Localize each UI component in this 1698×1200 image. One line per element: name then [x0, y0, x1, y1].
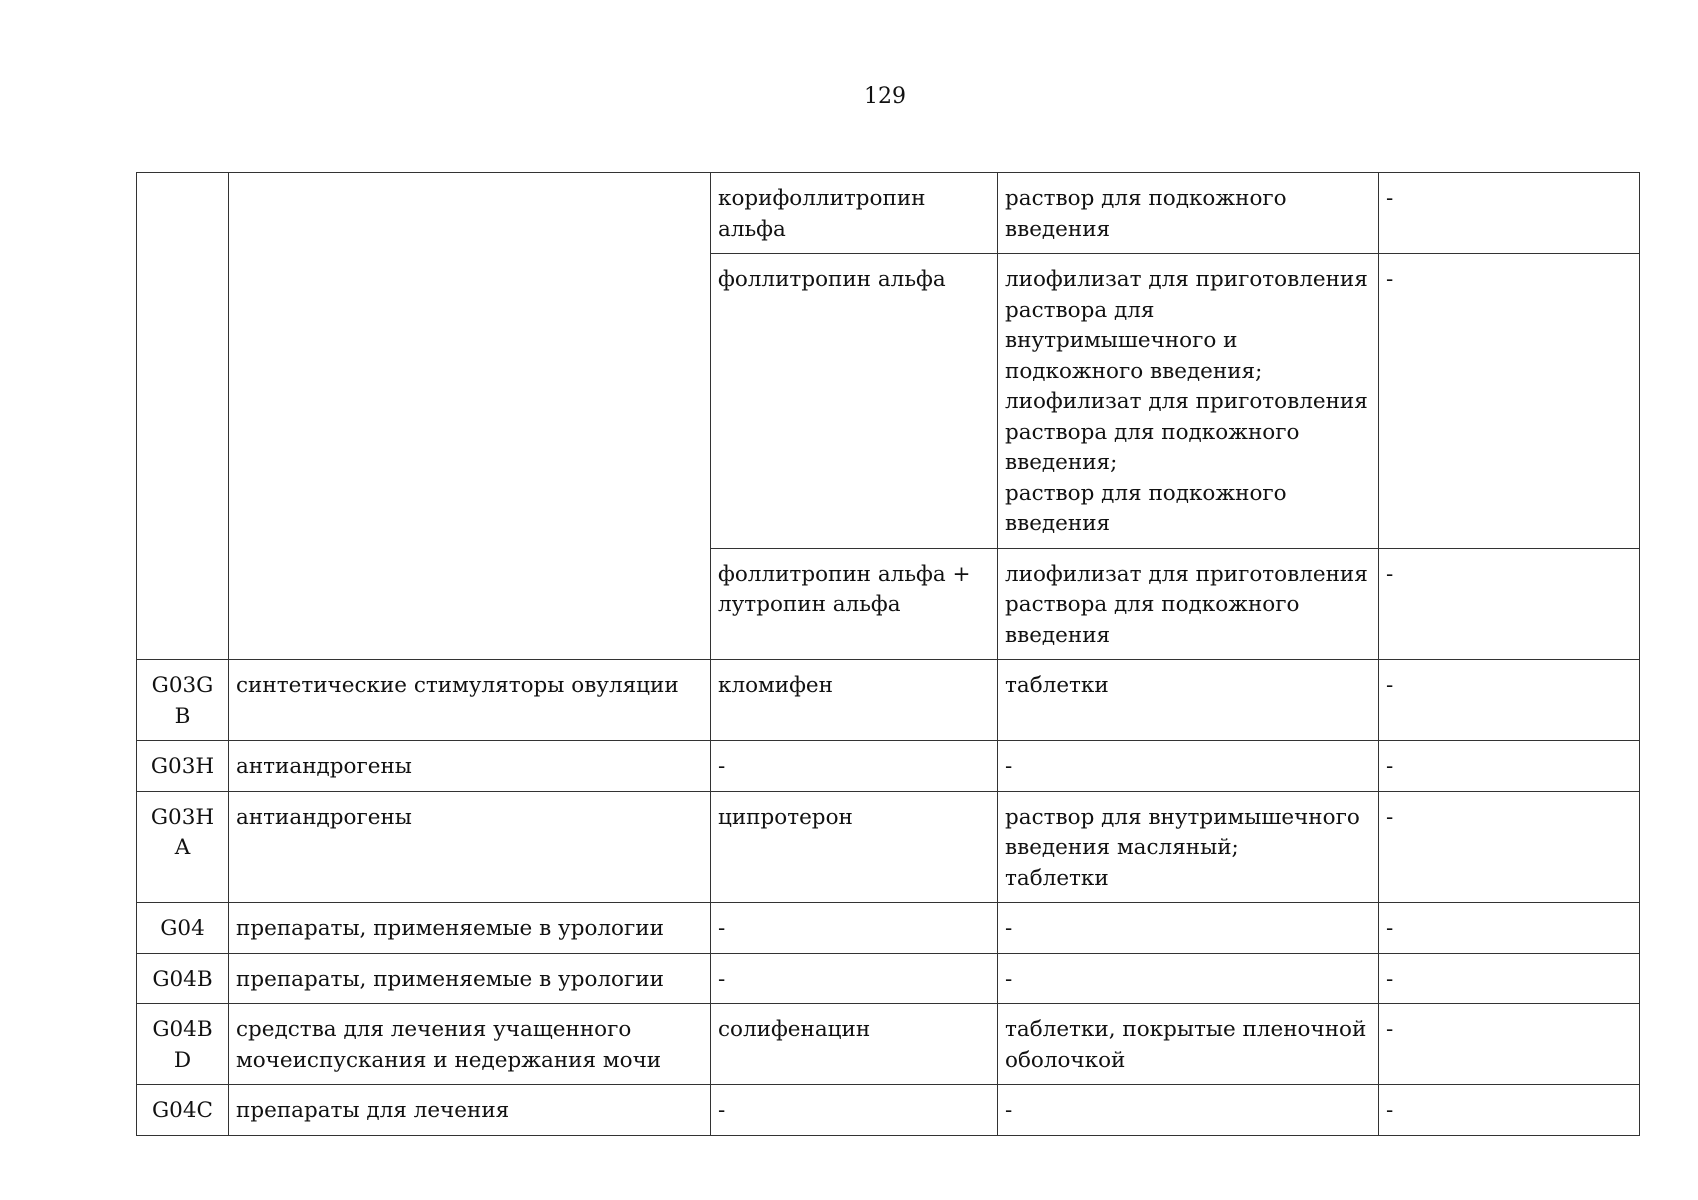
note-cell: - [1379, 254, 1640, 549]
form-line: раствор для подкожного введения [1005, 186, 1287, 242]
group-cell: препараты, применяемые в урологии [229, 953, 711, 1004]
group-cell: препараты для лечения [229, 1085, 711, 1136]
form-cell [998, 1004, 1379, 1085]
table-row [137, 903, 1640, 954]
form-line: раствор для внутримышечного введения масляный; [1005, 804, 1360, 860]
form-line: лиофилизат для приготовления раствора для подкожного введения; [1005, 389, 1368, 475]
page-number: 129 [864, 84, 906, 109]
table-row [137, 741, 1640, 792]
atc-code-cell: G04B [137, 953, 229, 1004]
form-cell [998, 953, 1379, 1004]
form-line: лиофилизат для приготовления раствора для подкожного введения [1005, 561, 1368, 648]
drug-cell: - [711, 953, 998, 1004]
table-row [137, 953, 1640, 1004]
group-cell: синтетические стимуляторы овуляции [229, 660, 711, 741]
form-line: таблетки [1005, 673, 1109, 698]
drug-cell: ципротерон [711, 791, 998, 903]
note-cell: - [1379, 741, 1640, 792]
note-cell: - [1379, 953, 1640, 1004]
drug-cell: - [711, 903, 998, 954]
form-cell [998, 548, 1379, 660]
form-cell [998, 791, 1379, 903]
drug-table [136, 172, 1640, 1136]
drug-cell: кломифен [711, 660, 998, 741]
form-line: - [1005, 916, 1013, 941]
form-line: - [1005, 1098, 1013, 1123]
form-cell [998, 173, 1379, 254]
table-row [137, 173, 1640, 254]
group-cell: антиандрогены [229, 791, 711, 903]
form-line: - [1005, 754, 1013, 779]
group-cell [229, 173, 711, 660]
atc-code-cell [137, 173, 229, 660]
form-line: таблетки [1005, 865, 1109, 891]
drug-cell: солифенацин [711, 1004, 998, 1085]
form-cell [998, 903, 1379, 954]
atc-code-cell: G03GB [137, 660, 229, 741]
atc-code-cell: G03H [137, 741, 229, 792]
table-row [137, 791, 1640, 903]
atc-code-cell: G04 [137, 903, 229, 954]
form-cell [998, 741, 1379, 792]
form-line: - [1005, 966, 1013, 992]
group-cell: препараты, применяемые в урологии [229, 903, 711, 954]
drug-cell: - [711, 1085, 998, 1136]
drug-cell: фоллитропин альфа + лутропин альфа [711, 548, 998, 660]
table-row [137, 1085, 1640, 1136]
atc-code-cell: G04C [137, 1085, 229, 1136]
note-cell: - [1379, 548, 1640, 660]
table-row [137, 660, 1640, 741]
atc-code-cell: G04BD [137, 1004, 229, 1085]
atc-code-cell: G03HA [137, 791, 229, 903]
form-cell [998, 660, 1379, 741]
note-cell: - [1379, 903, 1640, 954]
drug-cell: фоллитропин альфа [711, 254, 998, 549]
form-cell [998, 254, 1379, 549]
form-cell [998, 1085, 1379, 1136]
form-line: раствор для подкожного введения [1005, 480, 1287, 536]
note-cell: - [1379, 791, 1640, 903]
drug-cell: - [711, 741, 998, 792]
group-cell: средства для лечения учащенного мочеиспускания и недержания мочи [229, 1004, 711, 1085]
form-line: лиофилизат для приготовления раствора для внутримышечного и подкожного введения; [1005, 267, 1368, 384]
drug-cell: корифоллитропин альфа [711, 173, 998, 254]
note-cell: - [1379, 660, 1640, 741]
table-row [137, 1004, 1640, 1085]
group-cell: антиандрогены [229, 741, 711, 792]
form-line: таблетки, покрытые пленочной оболочкой [1005, 1017, 1367, 1073]
note-cell: - [1379, 1004, 1640, 1085]
note-cell: - [1379, 1085, 1640, 1136]
note-cell: - [1379, 173, 1640, 254]
